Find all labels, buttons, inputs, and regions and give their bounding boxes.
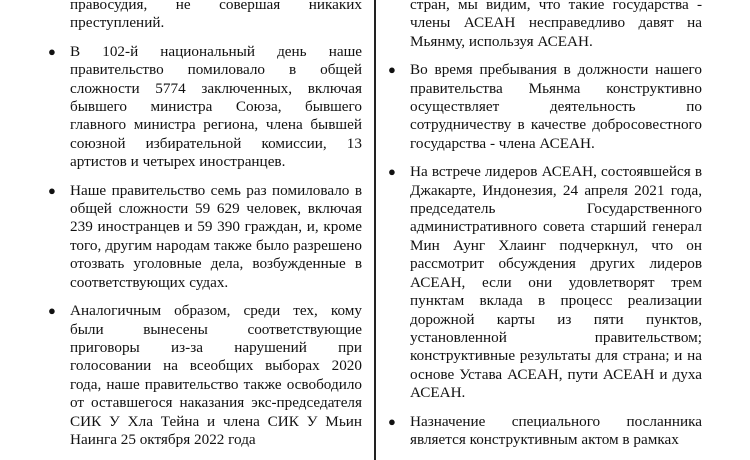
- right-column: [384, 0, 702, 460]
- bullet-icon: ●: [388, 62, 396, 78]
- bullet-item-election-release: [44, 302, 362, 449]
- bullet-icon: ●: [388, 164, 396, 180]
- bullet-item-special-envoy: [384, 413, 702, 450]
- right-column-continued-text: стран, мы видим, что такие государства - члены АСЕАН несправедливо давят на Мьянму, используя АСЕАН.: [410, 0, 702, 50]
- bullet-item-text: Во время пребывания в должности нашего правительства Мьянма конструктивно осуществляет деятельность по сотрудничеству в качестве добросовестного государства - члена АСЕАН.: [410, 61, 702, 152]
- bullet-item-amnesty-total: [44, 182, 362, 292]
- bullet-item-asean-leaders-meeting: [384, 163, 702, 402]
- bullet-item-text: Назначение специального посланника является конструктивным актом в рамках: [410, 412, 702, 448]
- bullet-icon: ●: [48, 43, 56, 59]
- bullet-item-text: Аналогичным образом, среди тех, кому были вынесены соответствующие приговоры из-за нарушений при голосовании на всеобщих выборах 2020 года, наше правительство также освободило от оставшегося наказания экс-председателя СИК У Хла Тейна и члена СИК У Мьин Наинга 25 октября 2022 года: [70, 302, 362, 448]
- bullet-icon: ●: [48, 303, 56, 319]
- left-column-continued-text: правосудия, не совершая никаких преступлений.: [70, 0, 362, 32]
- left-column: [44, 0, 362, 460]
- bullet-item-text: На встрече лидеров АСЕАН, состоявшейся в Джакарте, Индонезия, 24 апреля 2021 года, председатель Государственного административного совета старший генерал Мин Аунг Хлаинг подчеркнул, что он рассмотрит обсуждения других лидеров АСЕАН, если они удовлетворят трем пунктам вклада в процесс реализации дорожной карты из пяти пунктов, установленной правительством; конструктивные результаты для страна; и на основе Устава АСЕАН, пути АСЕАН и духа АСЕАН.: [410, 163, 702, 402]
- bullet-item-amnesty-national-day: [44, 43, 362, 172]
- bullet-icon: ●: [48, 182, 56, 198]
- bullet-item-asean-cooperation: [384, 61, 702, 153]
- bullet-item-text: Наше правительство семь раз помиловало в общей сложности 59 629 человек, включая 239 иностранцев и 59 390 граждан, и, кроме того, другим народам также было разрешено отозвать уголовные дела, возбужденные в соответствующих судах.: [70, 181, 362, 291]
- bullet-item-text: В 102-й национальный день наше правительство помиловало в общей сложности 5774 заключенных, включая бывшего министра Союза, бывшего главного министра региона, члена бывшей союзной избирательной комиссии, 13 артистов и четырех иностранцев.: [70, 42, 362, 171]
- bullet-icon: ●: [388, 413, 396, 429]
- column-divider: [374, 0, 376, 460]
